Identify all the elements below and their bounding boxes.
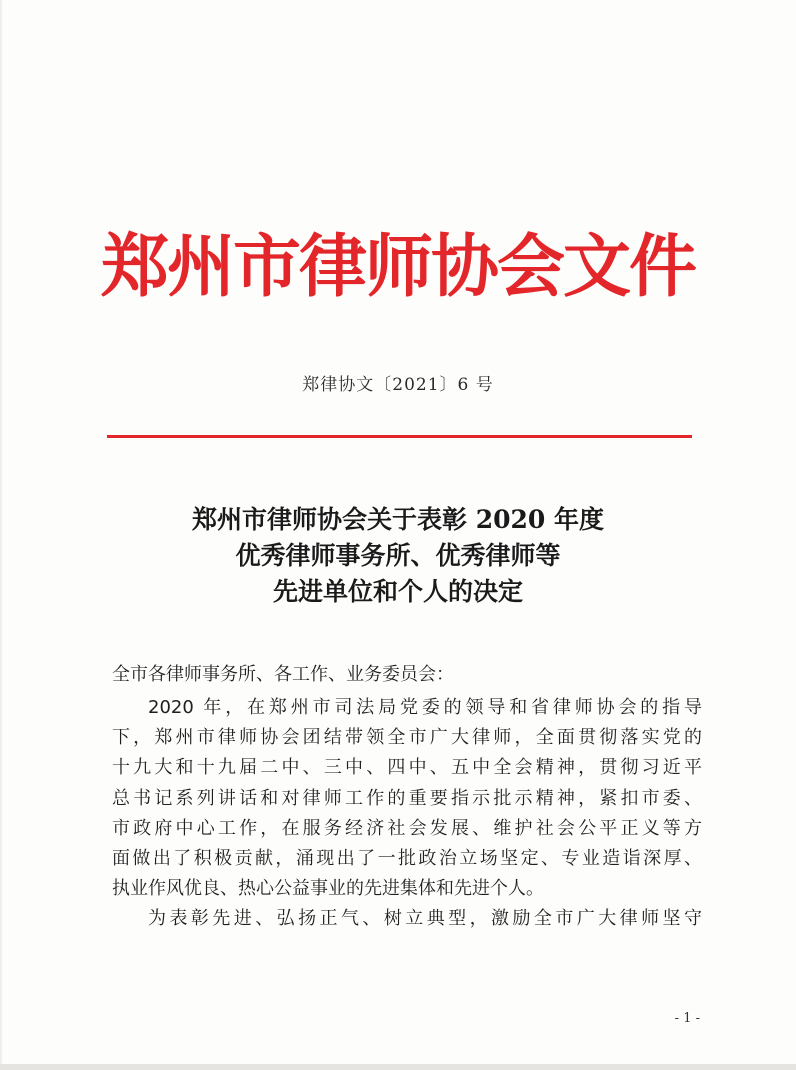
- title-line-3: 先进单位和个人的决定: [272, 577, 523, 606]
- document-number: 郑律协文〔2021〕6 号: [302, 375, 494, 395]
- body-line: 面做出了积极贡献，涌现出了一批政治立场坚定、专业造诣深厚、: [112, 847, 702, 869]
- red-divider-line: [107, 435, 692, 438]
- body-line: 下，郑州市律师协会团结带领全市广大律师，全面贯彻落实党的: [112, 727, 702, 749]
- document-title: [0, 502, 796, 610]
- body-line: 为表彰先进、弘扬正气、树立典型，激励全市广大律师坚守: [148, 908, 702, 930]
- salutation: 全市各律师事务所、各工作、业务委员会：: [112, 664, 454, 685]
- body-line: 市政府中心工作，在服务经济社会发展、维护社会公平正义等方: [112, 817, 702, 839]
- page-number: - 1 -: [674, 1011, 700, 1026]
- body-line: 2020 年，在郑州市司法局党委的领导和省律师协会的指导: [148, 697, 702, 718]
- body-text: [112, 693, 702, 935]
- body-line: 执业作风优良、热心公益事业的先进集体和先进个人。: [112, 878, 544, 900]
- body-line: 总书记系列讲话和对律师工作的重要指示批示精神，紧扣市委、: [112, 787, 702, 809]
- masthead-title: 郑州市律师协会文件: [100, 227, 695, 307]
- title-line-2: 优秀律师事务所、优秀律师等: [235, 541, 561, 570]
- body-line: 十九大和十九届二中、三中、四中、五中全会精神，贯彻习近平: [112, 757, 702, 779]
- scan-bottom-band: [0, 1064, 796, 1070]
- title-line-1: 郑州市律师协会关于表彰 2020 年度: [192, 505, 604, 534]
